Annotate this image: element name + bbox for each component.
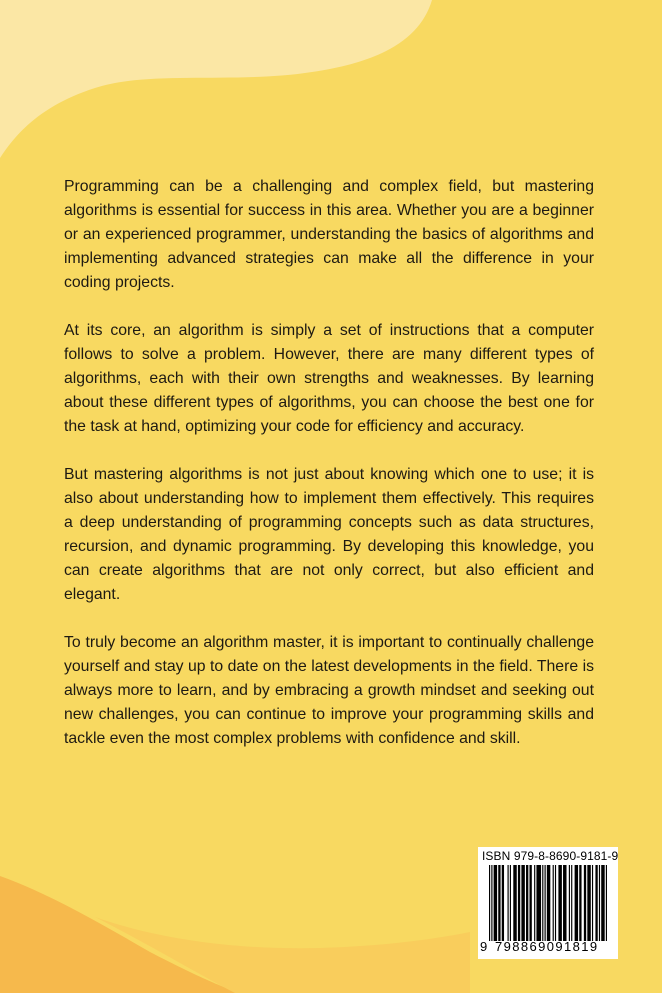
- barcode-digits: 798869091819: [495, 939, 599, 954]
- barcode-bar: [599, 865, 600, 941]
- barcode-bar: [518, 865, 520, 941]
- barcode-bar: [513, 865, 516, 941]
- barcode-bar: [584, 865, 586, 941]
- barcode-bar: [508, 865, 509, 941]
- blurb-paragraph-1: Programming can be a challenging and complex field, but mastering algorithms is essential for success in this area. Whether you are a beginner or an experienced programmer, understanding the basics of algorithms and implementing advanced strategies can make all the difference in your coding projects.: [64, 178, 594, 291]
- barcode-bar: [542, 865, 543, 941]
- barcode-bars: [489, 865, 607, 941]
- barcode-bar: [491, 865, 492, 941]
- back-cover-blurb: [64, 175, 594, 775]
- barcode-bar: [545, 865, 546, 941]
- pale-blob-shape: [0, 0, 432, 158]
- barcode-bar: [502, 865, 504, 941]
- barcode-bar: [592, 865, 593, 941]
- barcode-bar: [587, 865, 590, 941]
- barcode-bar: [569, 865, 570, 941]
- blurb-paragraph-4: To truly become an algorithm master, it is important to continually challenge yourself and stay up to date on the latest developments in the field. There is always more to learn, and by embracing a growth mindset and seeking out new challenges, you can continue to improve your programming skills and tackle even the most complex problems with confidence and skill.: [64, 634, 594, 747]
- barcode-bar: [534, 865, 535, 941]
- barcode-bar: [489, 865, 490, 941]
- barcode-bar: [553, 865, 554, 941]
- barcode-bar: [579, 865, 581, 941]
- barcode-bar: [526, 865, 528, 941]
- isbn-barcode: [478, 847, 618, 959]
- barcode-bar: [563, 865, 566, 941]
- isbn-label: ISBN 979-8-8690-9181-9: [482, 849, 619, 863]
- blurb-paragraph-3: But mastering algorithms is not just about knowing which one to use; it is also about understanding how to implement them effectively. This requires a deep understanding of programming concepts such as data structures, recursion, and dynamic programming. By developing this knowledge, you can create algorithms that are not only correct, but also efficient and elegant.: [64, 466, 594, 603]
- blurb-paragraph-2: At its core, an algorithm is simply a set of instructions that a computer follows to solve a problem. However, there are many different types of algorithms, each with their own strengths and weaknesses. By learning about these different types of algorithms, you can choose the best one for the task at hand, optimizing your code for efficiency and accuracy.: [64, 322, 594, 435]
- barcode-bar: [510, 865, 511, 941]
- barcode-bar: [606, 865, 607, 941]
- barcode-bar: [529, 865, 531, 941]
- barcode-bar: [601, 865, 604, 941]
- barcode-bar: [558, 865, 561, 941]
- barcode-bar: [498, 865, 500, 941]
- barcode-bar: [555, 865, 556, 941]
- barcode-bar: [521, 865, 524, 941]
- barcode-first-digit: 9: [480, 939, 488, 954]
- barcode-bar: [494, 865, 497, 941]
- barcode-bar: [595, 865, 597, 941]
- barcode-bar: [571, 865, 572, 941]
- barcode-bar: [547, 865, 550, 941]
- barcode-bar: [536, 865, 541, 941]
- barcode-bar: [575, 865, 578, 941]
